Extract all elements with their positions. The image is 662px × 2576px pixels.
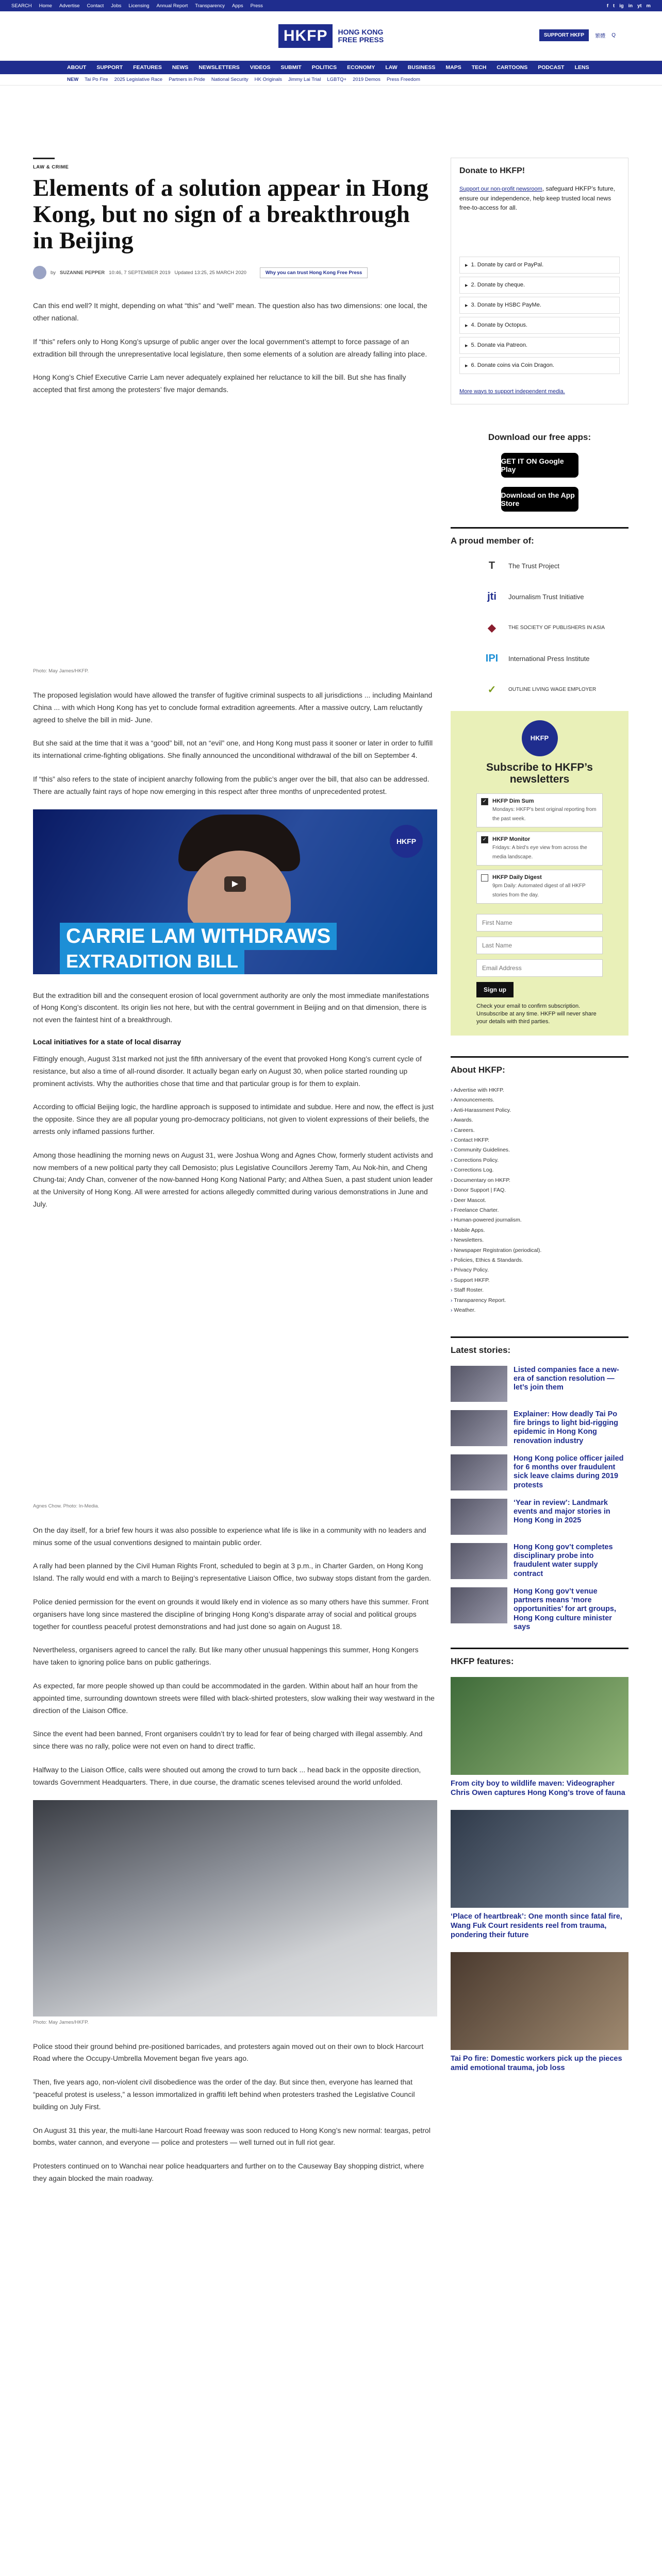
about-link[interactable]: › Policies, Ethics & Standards. — [451, 1256, 628, 1265]
instagram-icon[interactable]: ig — [619, 3, 624, 9]
trending-link[interactable]: Partners in Pride — [169, 77, 205, 82]
story-thumbnail — [451, 1454, 507, 1490]
nav-cartoons[interactable]: CARTOONS — [496, 64, 528, 71]
paragraph: As expected, far more people showed up than could be accommodated in the garden. Within about half an hour from the appointed time, surrounding downtown streets were filled with black-shirted protesters, slow walking their way westward in the direction of the Liaison Office. — [33, 1681, 435, 1715]
trending-link[interactable]: 2019 Demos — [353, 77, 380, 82]
section-heading: Local initiatives for a state of local disarray — [33, 1038, 181, 1046]
about-link[interactable]: › Documentary on HKFP. — [451, 1176, 628, 1185]
nav-lens[interactable]: LENS — [574, 64, 589, 71]
about-link[interactable]: › Weather. — [451, 1306, 628, 1315]
support-button[interactable]: SUPPORT HKFP — [539, 29, 589, 41]
about-link[interactable]: › Support HKFP. — [451, 1276, 628, 1285]
feature-item[interactable]: From city boy to wildlife maven: Videographer Chris Owen captures Hong Kong’s trove of fauna — [451, 1677, 628, 1798]
trending-link[interactable]: National Security — [211, 77, 249, 82]
about-link[interactable]: › Advertise with HKFP. — [451, 1086, 628, 1095]
more-ways-link[interactable]: More ways to support independent media. — [459, 388, 565, 395]
paragraph: If “this” also refers to the state of incipient anarchy following from the public’s anger over the bill, that also can be addressed. There are actually faint rays of hope now emerging in this respect after three months of unprecedented protest. — [33, 775, 429, 795]
checkbox-checked[interactable]: ✓ — [481, 798, 488, 805]
site-logo[interactable] — [278, 24, 384, 48]
article — [33, 86, 435, 2196]
youtube-icon[interactable]: yt — [637, 3, 642, 9]
chevron-right-icon: ▸ — [465, 302, 468, 309]
feature-item[interactable]: Tai Po fire: Domestic workers pick up the pieces amid emotional trauma, job loss — [451, 1952, 628, 2073]
social-icons — [607, 3, 651, 9]
masthead — [0, 11, 662, 61]
story-thumbnail — [451, 1543, 507, 1579]
publish-date: 10:46, 7 SEPTEMBER 2019 — [109, 269, 171, 276]
donate-option[interactable]: ▸ 5. Donate via Patreon. — [459, 337, 620, 354]
first-name-input[interactable] — [476, 914, 603, 931]
mastodon-icon[interactable]: m — [646, 3, 651, 9]
feature-image — [451, 1952, 628, 2050]
donate-box — [451, 158, 628, 404]
story-thumbnail — [451, 1587, 507, 1623]
paragraph: Nevertheless, organisers agreed to cancel the rally. But like many other unusual happenings this summer, Hong Kongers have taken to ignoring police bans on public gatherings. — [33, 1646, 419, 1667]
about-link[interactable]: › Freelance Charter. — [451, 1206, 628, 1215]
about-link[interactable]: › Transparency Report. — [451, 1296, 628, 1306]
trending-link[interactable]: Tai Po Fire — [85, 77, 108, 82]
jobs-link[interactable]: Jobs — [111, 3, 122, 9]
paragraph: Police stood their ground behind pre-positioned barricades, and protesters again moved out on their own to block Harcourt Road where the Occupy-Umbrella Movement began five years ago. — [33, 2042, 424, 2063]
trust-project-icon: T — [488, 560, 495, 571]
about-link[interactable]: › Privacy Policy. — [451, 1265, 628, 1275]
paragraph: But the extradition bill and the consequent erosion of local government authority are only the most immediate manifestations of Hong Kong’s discontent. Its origin lies not here, but with the central government in Beijing and on that dimension, there is not even the faintest hint of a breakthrough. — [33, 991, 429, 1024]
paragraph: Halfway to the Liaison Office, calls were shouted out among the crowd to turn back ... head back in the opposite direction, towards Government Headquarters. There, in due course, the dramatic scenes televised around the world unfolded. — [33, 1765, 421, 1786]
article-title: Elements of a solution appear in Hong Kong, but no sign of a breakthrough in Beijing — [33, 175, 428, 254]
paragraph: On August 31 this year, the multi-lane Harcourt Road freeway was soon reduced to Hong Kong’s new normal: teargas, petrol bombs, water cannon, and everyone — police and protesters — well turned out in full riot gear. — [33, 2126, 431, 2147]
paragraph: Can this end well? It might, depending on what “this” and “well” mean. The question also has two dimensions: one local, the other national. — [33, 301, 427, 323]
linkedin-icon[interactable]: in — [628, 3, 633, 9]
sopa-icon: ◆ — [488, 622, 496, 634]
chevron-right-icon: ▸ — [465, 322, 468, 329]
byline — [33, 266, 435, 279]
checkbox-unchecked[interactable] — [481, 874, 488, 882]
paragraph: If “this” refers only to Hong Kong’s upsurge of public anger over the local government’s attempt to force passage of an extradition bill through the unrepresentative local legislature, then some elements of a solution are already falling into place. — [33, 337, 427, 358]
paragraph: Among those headlining the morning news on August 31, were Joshua Wong and Agnes Chow, formerly student activists and now members of a new political party they call Demosisto; plus Legislative Councillors Jeremy Tam, Au Nok-hin, and Cheng Chung-tai; Andy Chan, convener of the now-banned Hong Kong National Party; and Althea Suen, a past student union leader at the University of Hong Kong. All were arrested for actions allegedly committed during various demonstrations in June and July. — [33, 1150, 433, 1208]
story-item[interactable]: ‘Year in review’: Landmark events and major stories in Hong Kong in 2025 — [451, 1499, 628, 1535]
about-link[interactable]: › Contact HKFP. — [451, 1136, 628, 1145]
nav-newsletters[interactable]: NEWSLETTERS — [198, 64, 240, 71]
nav-submit[interactable]: SUBMIT — [280, 64, 302, 71]
nav-about[interactable]: ABOUT — [67, 64, 87, 71]
donate-link[interactable]: Support our non-profit newsroom — [459, 186, 542, 192]
paragraph: But she said at the time that it was a “good” bill, not an “evil” one, and Hong Kong must pass it sooner or later in order to fulfill its international crime-fighting obligations. She finally announced the unconditional withdrawal of the bill on September 4. — [33, 739, 433, 760]
author-avatar — [33, 266, 46, 279]
member-logo[interactable]: ✓ OUTLINE LIVING WAGE EMPLOYER — [482, 680, 628, 700]
category-label[interactable]: LAW & CRIME — [33, 164, 69, 170]
nav-support[interactable]: SUPPORT — [96, 64, 123, 71]
nav-economy[interactable]: ECONOMY — [347, 64, 375, 71]
story-item[interactable]: Hong Kong police officer jailed for 6 months over fraudulent sick leave claims during 2019 protests — [451, 1454, 628, 1490]
new-label: NEW — [67, 77, 79, 82]
advertise-link[interactable]: Advertise — [59, 3, 80, 9]
twitter-icon[interactable]: t — [613, 3, 615, 9]
feature-item[interactable]: ‘Place of heartbreak’: One month since fatal fire, Wang Fuk Court residents reel from trauma, pondering their future — [451, 1810, 628, 1940]
member-title: A proud member of: — [451, 527, 628, 546]
signup-button[interactable]: Sign up — [476, 982, 514, 997]
chevron-right-icon: ▸ — [465, 342, 468, 349]
nav-maps[interactable]: MAPS — [445, 64, 461, 71]
latest-title: Latest stories: — [451, 1336, 628, 1355]
about-link[interactable]: › Human-powered journalism. — [451, 1215, 628, 1225]
chevron-right-icon: ▸ — [465, 282, 468, 289]
paragraph: The proposed legislation would have allowed the transfer of fugitive criminal suspects to all jurisdictions ... including Mainland China ... with which Hong Kong has yet to conclude formal extradition agreements. After a massive outcry, Lam reluctantly agreed to shelve the bill in mid- June. — [33, 691, 433, 724]
member-logo[interactable]: jti Journalism Trust Initiative — [482, 587, 628, 607]
newsletter-title: Subscribe to HKFP’s newsletters — [486, 761, 593, 785]
story-thumbnail — [451, 1366, 507, 1402]
about-link[interactable]: › Announcements. — [451, 1095, 628, 1105]
story-thumbnail — [451, 1499, 507, 1535]
about-link[interactable]: › Staff Roster. — [451, 1285, 628, 1295]
ipi-icon: IPI — [485, 653, 499, 664]
donate-option[interactable]: ▸ 6. Donate coins via Coin Dragon. — [459, 357, 620, 374]
language-toggle[interactable]: 繁體 — [595, 33, 606, 39]
video-player[interactable] — [33, 809, 437, 974]
newsletter-signup — [451, 711, 628, 1036]
feature-image — [451, 1677, 628, 1775]
about-link[interactable]: › Awards. — [451, 1115, 628, 1125]
feature-image — [451, 1810, 628, 1908]
paragraph: According to official Beijing logic, the hardline approach is supposed to intimidate and subdue. Here and now, the effect is just the opposite. Since they are all popular young pro-democracy politicians, not given to violent expressions of their beliefs, the arrests only inflamed passions further. — [33, 1103, 434, 1136]
press-link[interactable]: Press — [250, 3, 263, 9]
about-link[interactable]: › Newsletters. — [451, 1235, 628, 1245]
jti-icon: jti — [487, 591, 496, 602]
annual-report-link[interactable]: Annual Report — [156, 3, 188, 9]
update-date: Updated 13:25, 25 MARCH 2020 — [174, 269, 246, 276]
donate-option[interactable]: ▸ 4. Donate by Octopus. — [459, 317, 620, 334]
trust-button[interactable]: Why you can trust Hong Kong Free Press — [260, 267, 368, 278]
paragraph: A rally had been planned by the Civil Human Rights Front, scheduled to begin at 3 p.m., in Charter Garden, on Hong Kong Island. The rally would end with a march to Beijing’s representative Liaison Office, two subway stops distant from the garden. — [33, 1562, 431, 1583]
sidebar — [451, 86, 628, 2196]
about-link[interactable]: › Corrections Log. — [451, 1165, 628, 1175]
donate-title: Donate to HKFP! — [459, 166, 525, 175]
trending-link[interactable]: LGBTQ+ — [327, 77, 347, 82]
facebook-icon[interactable]: f — [606, 3, 609, 9]
google-play-button[interactable]: GET IT ON Google Play — [501, 453, 578, 478]
logo-text: HONG KONG FREE PRESS — [338, 27, 384, 44]
nav-tech[interactable]: TECH — [471, 64, 487, 71]
video-title-line2: EXTRADITION BILL — [60, 948, 244, 974]
about-link[interactable]: › Anti-Harassment Policy. — [451, 1106, 628, 1115]
donate-option[interactable]: ▸ 1. Donate by card or PayPal. — [459, 257, 620, 274]
about-link[interactable]: › Careers. — [451, 1126, 628, 1136]
search-icon[interactable]: Q — [611, 32, 616, 38]
main-nav — [0, 61, 662, 74]
about-link[interactable]: › Mobile Apps. — [451, 1226, 628, 1235]
paragraph: Fittingly enough, August 31st marked not just the fifth anniversary of the event that provoked Hong Kong’s current cycle of resistance, but also a time of all-round disorder. It actually began early on August 30, when police started rounding up prominent activists. Why the authorities chose that time and that particular group is for them to explain. — [33, 1055, 422, 1088]
home-link[interactable]: Home — [39, 3, 52, 9]
trending-link[interactable]: 2025 Legislative Race — [114, 77, 163, 82]
image-placeholder — [33, 1222, 435, 1500]
image-caption: Agnes Chow. Photo: In-Media. — [33, 1503, 100, 1509]
about-link[interactable]: › Deer Mascot. — [451, 1196, 628, 1206]
living-wage-icon: ✓ — [487, 684, 496, 696]
about-list — [451, 1086, 628, 1316]
search-link[interactable]: SEARCH — [11, 3, 32, 9]
contact-link[interactable]: Contact — [87, 3, 104, 9]
story-item[interactable]: Hong Kong gov’t venue partners means ‘more opportunities’ for art groups, Hong Kong culture minister says — [451, 1587, 628, 1632]
paragraph: Hong Kong’s Chief Executive Carrie Lam never adequately explained her reluctance to kill the bill. But she has finally accepted that first among the protesters’ five major demands. — [33, 373, 406, 394]
newsletter-option[interactable]: ✓ HKFP Monitor Fridays: A bird’s eye view from across the media landscape. — [476, 832, 603, 866]
nav-business[interactable]: BUSINESS — [407, 64, 436, 71]
nav-news[interactable]: NEWS — [172, 64, 189, 71]
licensing-link[interactable]: Licensing — [128, 3, 150, 9]
transparency-link[interactable]: Transparency — [195, 3, 225, 9]
story-thumbnail — [451, 1410, 507, 1446]
apps-title: Download our free apps: — [488, 432, 591, 442]
nav-features[interactable]: FEATURES — [133, 64, 162, 71]
logo-mark: HKFP — [278, 24, 333, 48]
about-link[interactable]: › Newspaper Registration (periodical). — [451, 1246, 628, 1256]
nav-politics[interactable]: POLITICS — [311, 64, 337, 71]
paragraph: On the day itself, for a brief few hours it was also possible to experience what life is like in a community with no leaders and minus some of the usual conventions designed to maintain public order. — [33, 1526, 426, 1547]
video-title-line1: CARRIE LAM WITHDRAWS — [60, 923, 337, 950]
image-caption: Photo: May James/HKFP. — [33, 2019, 89, 2025]
newsletter-logo: HKFP — [522, 720, 558, 756]
image-caption: Photo: May James/HKFP. — [33, 668, 89, 674]
apps-link[interactable]: Apps — [231, 3, 243, 9]
category-rule — [33, 158, 55, 159]
member-logo[interactable]: IPI International Press Institute — [482, 649, 628, 669]
about-link[interactable]: › Donor Support | FAQ. — [451, 1185, 628, 1195]
top-utility-bar — [0, 0, 662, 11]
trending-bar — [0, 74, 662, 86]
donate-option[interactable]: ▸ 2. Donate by cheque. — [459, 277, 620, 294]
paragraph: Since the event had been banned, Front organisers couldn’t try to lead for fear of being charged with illegal assembly. And since there was no rally, police were not even on hand to direct traffic. — [33, 1730, 423, 1751]
member-logo[interactable]: T The Trust Project — [482, 556, 628, 576]
story-item[interactable]: Explainer: How deadly Tai Po fire brings to light bid-rigging epidemic in Hong Kong renovation industry — [451, 1410, 628, 1446]
nav-videos[interactable]: VIDEOS — [250, 64, 271, 71]
donate-option[interactable]: ▸ 3. Donate by HSBC PayMe. — [459, 297, 620, 314]
member-logo[interactable]: ◆ THE SOCIETY OF PUBLISHERS IN ASIA — [482, 618, 628, 638]
hkfp-logo-badge: HKFP — [390, 825, 423, 858]
about-link[interactable]: › Community Guidelines. — [451, 1145, 628, 1155]
trending-link[interactable]: Jimmy Lai Trial — [288, 77, 321, 82]
donate-text: Support our non-profit newsroom, safeguard HKFP’s future, ensure our independence, help keep trusted local news free-to-access for all. — [459, 185, 615, 211]
chevron-right-icon: ▸ — [465, 262, 468, 268]
newsletter-option[interactable]: HKFP Daily Digest 9pm Daily: Automated digest of all HKFP stories from the day. — [476, 870, 603, 904]
trending-link[interactable]: Press Freedom — [386, 77, 420, 82]
checkbox-checked[interactable]: ✓ — [481, 836, 488, 843]
chevron-right-icon: ▸ — [465, 362, 468, 369]
email-input[interactable] — [476, 959, 603, 977]
paragraph: Police denied permission for the event on grounds it would likely end in violence as so many others have this summer. Front organisers have long since mastered the discipline of bringing Hong Kong’s disparate array of social and political groups together for countless peaceful protest demonstrations and had just done so again on August 18. — [33, 1597, 429, 1631]
last-name-input[interactable] — [476, 937, 603, 954]
play-icon[interactable]: ▶ — [224, 876, 246, 892]
story-item[interactable]: Hong Kong gov’t completes disciplinary probe into fraudulent water supply contract — [451, 1543, 628, 1579]
image-placeholder — [33, 408, 435, 665]
about-link[interactable]: › Corrections Policy. — [451, 1156, 628, 1165]
about-title: About HKFP: — [451, 1056, 628, 1075]
app-store-button[interactable]: Download on the App Store — [501, 487, 578, 512]
newsletter-option[interactable]: ✓ HKFP Dim Sum Mondays: HKFP’s best original reporting from the past week. — [476, 793, 603, 827]
paragraph: Then, five years ago, non-violent civil disobedience was the order of the day. But since then, everyone has learned that “peaceful protest is useless,” a lesson immortalized in graffiti left behind when protesters trashed the Legislative Council building on July First. — [33, 2078, 415, 2111]
newsletter-note: Check your email to confirm subscription. Unsubscribe at any time. HKFP will never share your details with third parties. — [476, 1003, 597, 1025]
features-title: HKFP features: — [451, 1648, 628, 1667]
protest-photo — [33, 1800, 437, 2016]
story-item[interactable]: Listed companies face a new-era of sanction resolution — let’s join them — [451, 1366, 628, 1402]
trending-link[interactable]: HK Originals — [254, 77, 282, 82]
content-area — [0, 86, 662, 2196]
byline-prefix: by — [51, 269, 56, 276]
paragraph: Protesters continued on to Wanchai near police headquarters and further on to the Causeway Bay shopping district, where they again blocked the main roadway. — [33, 2162, 424, 2182]
nav-law[interactable]: LAW — [385, 64, 398, 71]
nav-podcast[interactable]: PODCAST — [538, 64, 565, 71]
author-name[interactable]: SUZANNE PEPPER — [60, 269, 105, 276]
